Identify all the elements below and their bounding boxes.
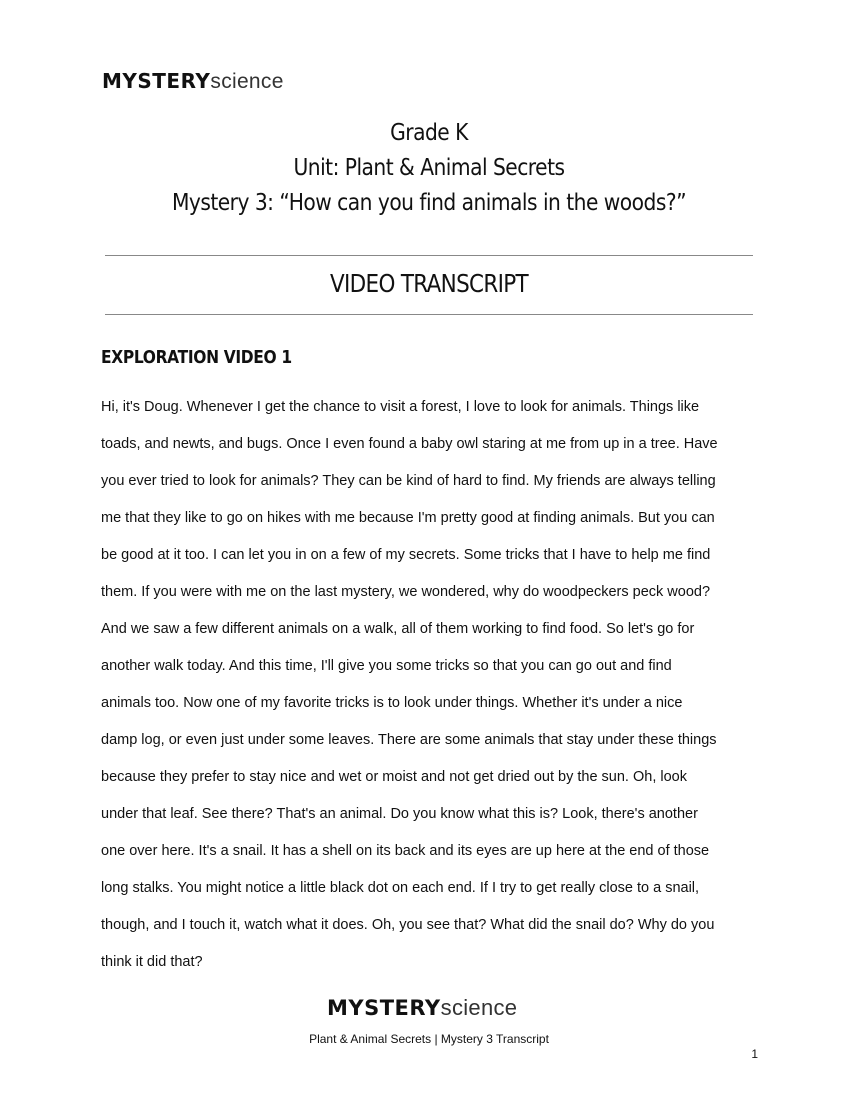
- transcript-line: you ever tried to look for animals? They can be kind of hard to find. My friends are always telling: [101, 473, 716, 489]
- transcript-line: be good at it too. I can let you in on a few of my secrets. Some tricks that I have to help me find: [101, 547, 711, 563]
- exploration-heading: EXPLORATION VIDEO 1: [101, 347, 292, 368]
- unit-line: Unit: Plant & Animal Secrets: [293, 155, 565, 181]
- mystery-line: Mystery 3: “How can you find animals in the woods?”: [171, 190, 687, 216]
- footer-logo: [327, 997, 517, 1019]
- transcript-line: one over here. It's a snail. It has a shell on its back and its eyes are up here at the end of those: [101, 843, 710, 859]
- footer-logo-bold: MYSTERY: [327, 996, 441, 1020]
- transcript-line: And we saw a few different animals on a walk, all of them working to find food. So let's go for: [101, 621, 695, 637]
- transcript-line: though, and I touch it, watch what it does. Oh, you see that? What did the snail do? Why do you: [101, 917, 715, 933]
- transcript-line: me that they like to go on hikes with me because I'm pretty good at finding animals. But you can: [101, 510, 715, 526]
- footer-logo-light: science: [440, 995, 518, 1020]
- transcript-body: [101, 389, 761, 981]
- footer-caption: Plant & Animal Secrets | Mystery 3 Transcript: [309, 1032, 549, 1046]
- transcript-line: animals too. Now one of my favorite tricks is to look under things. Whether it's under a nice: [101, 695, 683, 711]
- grade-line: Grade K: [390, 120, 468, 146]
- transcript-line: another walk today. And this time, I'll give you some tricks so that you can go out and find: [101, 658, 672, 674]
- header-logo-bold: MYSTERY: [102, 69, 211, 93]
- page-number: 1: [751, 1047, 758, 1061]
- transcript-line: because they prefer to stay nice and wet or moist and not get dried out by the sun. Oh, look: [101, 769, 687, 785]
- section-title: VIDEO TRANSCRIPT: [330, 269, 528, 298]
- transcript-line: under that leaf. See there? That's an animal. Do you know what this is? Look, there's another: [101, 806, 698, 822]
- transcript-line: them. If you were with me on the last mystery, we wondered, why do woodpeckers peck wood?: [101, 584, 711, 600]
- header-logo-light: science: [210, 70, 284, 93]
- document-title: [51, 116, 806, 221]
- transcript-line: damp log, or even just under some leaves. There are some animals that stay under these things: [101, 732, 717, 748]
- transcript-line: long stalks. You might notice a little black dot on each end. If I try to get really close to a snail,: [101, 880, 700, 896]
- transcript-line: think it did that?: [101, 954, 203, 970]
- divider-top: [105, 255, 753, 256]
- divider-bottom: [105, 314, 753, 315]
- transcript-line: toads, and newts, and bugs. Once I even found a baby owl staring at me from up in a tree. Have: [101, 436, 718, 452]
- transcript-line: Hi, it's Doug. Whenever I get the chance to visit a forest, I love to look for animals. Things like: [101, 399, 700, 415]
- header-logo: [102, 71, 284, 92]
